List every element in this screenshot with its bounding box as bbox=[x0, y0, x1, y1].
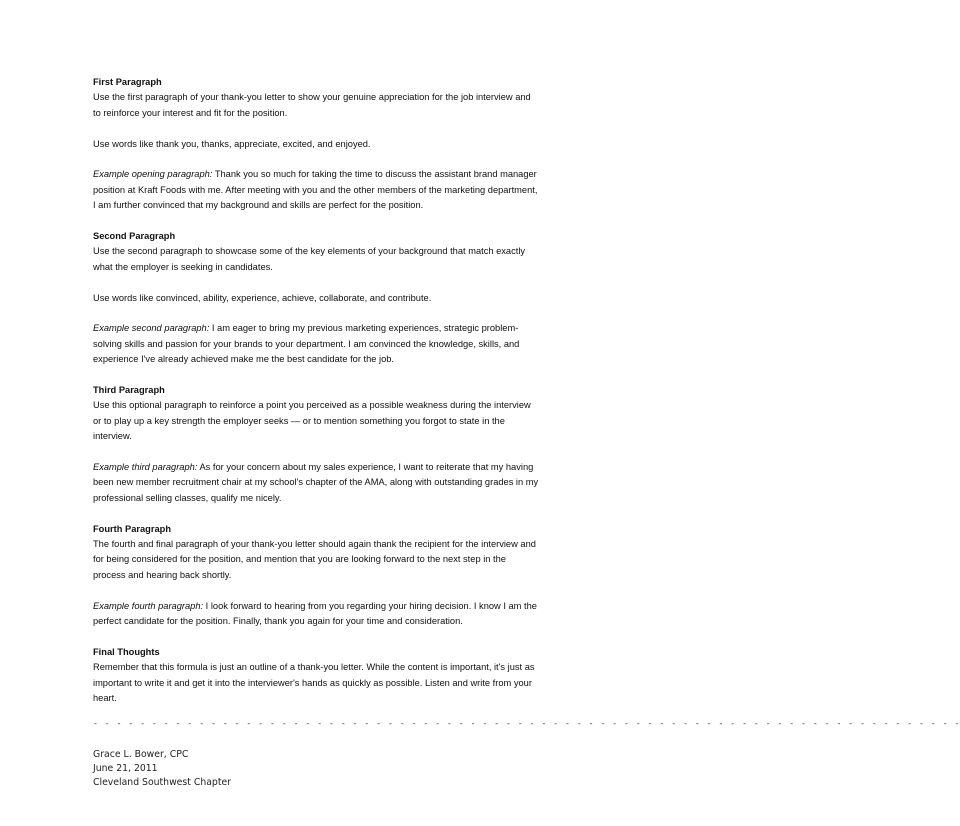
body-line: Remember that this formula is just an outline of a thank-you letter. While the content is important, it's just as bbox=[93, 662, 535, 673]
section-heading: Final Thoughts bbox=[93, 646, 160, 657]
example-line: been new member recruitment chair at my school's chapter of the AMA, along with outstanding grades in my bbox=[93, 477, 539, 488]
body-line: what the employer is seeking in candidates. bbox=[93, 261, 273, 272]
body-line: Use the second paragraph to showcase some of the key elements of your background that match exactly bbox=[93, 246, 526, 257]
section-third-paragraph bbox=[93, 383, 553, 506]
body-line: interview. bbox=[93, 431, 132, 442]
body-line: for being considered for the position, and mention that you are looking forward to the next step in the bbox=[93, 554, 506, 565]
author-name: Grace L. Bower, CPC bbox=[93, 749, 189, 760]
example-line: perfect candidate for the position. Finally, thank you again for your time and consideration. bbox=[93, 616, 463, 627]
section-first-paragraph bbox=[93, 75, 553, 214]
document-body bbox=[93, 75, 553, 707]
body-line: important to write it and get it into the interviewer's hands as quickly as possible. Listen and write from your bbox=[93, 677, 532, 688]
body-line: heart. bbox=[93, 693, 117, 704]
example-label: Example fourth paragraph: bbox=[93, 600, 204, 611]
words-line: Use words like thank you, thanks, appreciate, excited, and enjoyed. bbox=[93, 138, 371, 149]
example-line: I am further convinced that my background and skills are perfect for the position. bbox=[93, 200, 424, 211]
body-line: Use this optional paragraph to reinforce a point you perceived as a possible weakness during the interview bbox=[93, 400, 531, 411]
body-line: The fourth and final paragraph of your thank-you letter should again thank the recipient for the interview and bbox=[93, 539, 536, 550]
example-line bbox=[93, 599, 553, 614]
example-line bbox=[93, 460, 553, 475]
example-line bbox=[93, 167, 553, 182]
section-heading: Fourth Paragraph bbox=[93, 523, 171, 534]
body-line: process and hearing back shortly. bbox=[93, 569, 232, 580]
section-heading: First Paragraph bbox=[93, 77, 162, 87]
body-line: or to play up a key strength the employer seeks — or to mention something you forgot to state in the bbox=[93, 415, 505, 426]
example-text: I am eager to bring my previous marketing experiences, strategic problem- bbox=[209, 323, 519, 334]
section-heading: Third Paragraph bbox=[93, 385, 165, 396]
section-second-paragraph bbox=[93, 229, 553, 368]
dashed-divider: - - - - - - - - - - - - - - - - - - - - - - - - - - - - - - - - - - - - - - - - - - - - - - - - - - - - - - - - - - - - - - - - - - - - - - - - - - bbox=[93, 720, 960, 729]
example-line: solving skills and passion for your brands to your department. I am convinced the knowledge, skills, and bbox=[93, 338, 520, 349]
body-line: Use the first paragraph of your thank-you letter to show your genuine appreciation for the job interview and bbox=[93, 92, 531, 103]
example-label: Example opening paragraph: bbox=[93, 169, 213, 180]
example-text: As for your concern about my sales experience, I want to reiterate that my having bbox=[197, 462, 534, 473]
body-line: to reinforce your interest and fit for the position. bbox=[93, 107, 288, 118]
example-label: Example third paragraph: bbox=[93, 462, 198, 473]
example-text: I look forward to hearing from you regarding your hiring decision. I know I am the bbox=[203, 600, 537, 611]
author-organization: Cleveland Southwest Chapter bbox=[93, 777, 232, 788]
author-date: June 21, 2011 bbox=[93, 763, 158, 774]
example-label: Example second paragraph: bbox=[93, 323, 210, 334]
section-final-thoughts bbox=[93, 645, 553, 707]
section-heading: Second Paragraph bbox=[93, 231, 176, 242]
section-fourth-paragraph bbox=[93, 522, 553, 630]
example-line bbox=[93, 321, 553, 336]
words-line: Use words like convinced, ability, experience, achieve, collaborate, and contribute. bbox=[93, 292, 432, 303]
example-line: position at Kraft Foods with me. After meeting with you and the other members of the marketing department, bbox=[93, 184, 538, 195]
example-line: experience I've already achieved make me the best candidate for the job. bbox=[93, 354, 395, 365]
example-text: Thank you so much for taking the time to discuss the assistant brand manager bbox=[212, 169, 537, 180]
example-line: professional selling classes, qualify me nicely. bbox=[93, 492, 282, 503]
author-footer bbox=[93, 748, 231, 790]
